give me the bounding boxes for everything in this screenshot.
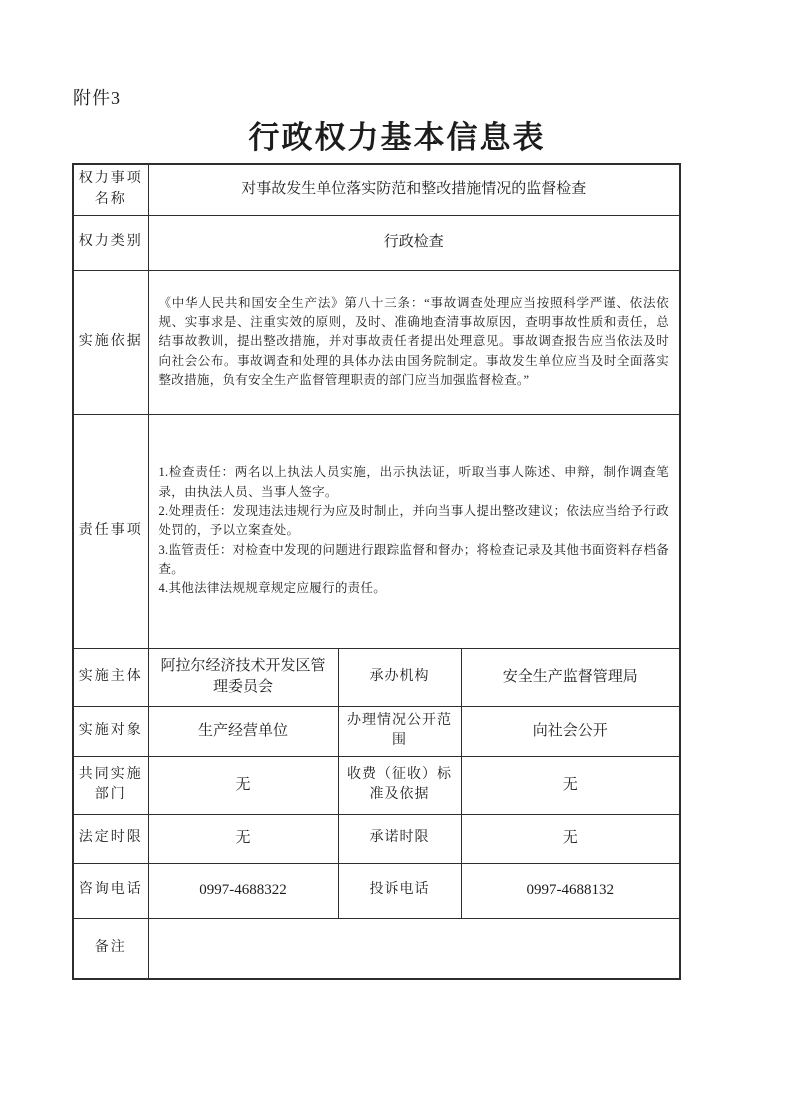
responsibility-item-1: 1.检查责任：两名以上执法人员实施，出示执法证，听取当事人陈述、申辩，制作调查笔录，由执法人员、当事人签字。	[158, 465, 670, 499]
responsibility-item-3: 3.监管责任：对检查中发现的问题进行跟踪监督和督办；将检查记录及其他书面资料存档备查。	[158, 542, 670, 577]
table-row-remarks	[73, 918, 680, 979]
implementation-target-value: 生产经营单位	[148, 706, 338, 756]
implementation-basis-value: 《中华人民共和国安全生产法》第八十三条：“事故调查处理应当按照科学严谨、依法依规、实事求是、注重实效的原则，及时、准确地查清事故原因，查明事故性质和责任，总结事故教训，提出整改措施，并对事故责任者提出处理意见。事故调查报告应当依法及时向社会公布。事故调查和处理的具体办法由国务院制定。事故发生单位应当及时全面落实整改措施，负有安全生产监督管理职责的部门应当加强监督检查。”	[148, 270, 680, 414]
table-row-implementation-target	[73, 706, 680, 756]
table-row-joint-departments	[73, 756, 680, 814]
page-title: 行政权力基本信息表	[248, 120, 546, 155]
implementing-body-label: 实施主体	[73, 648, 148, 706]
table-row-responsibility-items	[73, 414, 680, 648]
power-category-label: 权力类别	[73, 215, 148, 270]
promised-time-limit-value: 无	[461, 814, 680, 863]
responsibility-item-2: 2.处理责任：发现违法违规行为应及时制止，并向当事人提出整改建议；依法应当给予行政处罚的，予以立案查处。	[158, 503, 670, 538]
table-row-statutory-time-limit	[73, 814, 680, 863]
responsibility-items-value	[148, 414, 680, 648]
fee-standard-value: 无	[461, 756, 680, 814]
joint-departments-value: 无	[148, 756, 338, 814]
power-item-name-value: 对事故发生单位落实防范和整改措施情况的监督检查	[148, 164, 680, 215]
attachment-label: 附件3	[73, 88, 121, 108]
power-category-value: 行政检查	[148, 215, 680, 270]
table-row-implementing-body	[73, 648, 680, 706]
table-row-power-item-name	[73, 164, 680, 215]
implementation-target-label: 实施对象	[73, 706, 148, 756]
complaint-phone-label: 投诉电话	[338, 863, 461, 918]
responsibility-item-4: 4.其他法律法规规章规定应履行的责任。	[158, 581, 387, 596]
table-row-implementation-basis	[73, 270, 680, 414]
statutory-time-limit-value: 无	[148, 814, 338, 863]
remarks-value	[148, 918, 680, 979]
implementation-basis-label: 实施依据	[73, 270, 148, 414]
consultation-phone-value: 0997-4688322	[148, 863, 338, 918]
implementing-body-value: 阿拉尔经济技术开发区管理委员会	[148, 648, 338, 706]
promised-time-limit-label: 承诺时限	[338, 814, 461, 863]
table-row-power-category	[73, 215, 680, 270]
admin-power-info-table	[72, 163, 681, 980]
undertaking-agency-label: 承办机构	[338, 648, 461, 706]
remarks-label: 备注	[73, 918, 148, 979]
fee-standard-label: 收费（征收）标准及依据	[338, 756, 461, 814]
disclosure-scope-label: 办理情况公开范围	[338, 706, 461, 756]
power-item-name-label: 权力事项名称	[73, 164, 148, 215]
table-row-phones	[73, 863, 680, 918]
joint-departments-label: 共同实施部门	[73, 756, 148, 814]
statutory-time-limit-label: 法定时限	[73, 814, 148, 863]
complaint-phone-value: 0997-4688132	[461, 863, 680, 918]
responsibility-items-label: 责任事项	[73, 414, 148, 648]
disclosure-scope-value: 向社会公开	[461, 706, 680, 756]
undertaking-agency-value: 安全生产监督管理局	[461, 648, 680, 706]
consultation-phone-label: 咨询电话	[73, 863, 148, 918]
